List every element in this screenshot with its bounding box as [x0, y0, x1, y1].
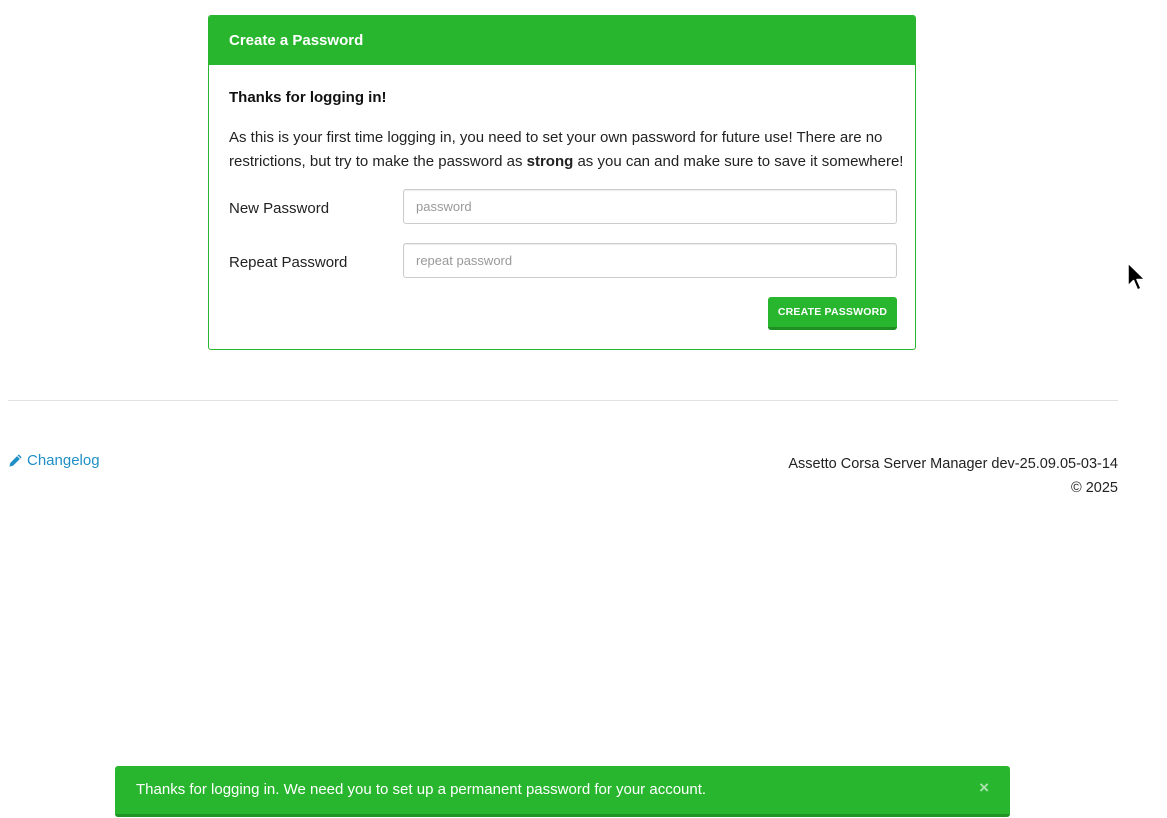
- changelog-label: Changelog: [27, 452, 100, 469]
- close-icon[interactable]: ×: [979, 778, 989, 797]
- pencil-icon: [8, 453, 23, 468]
- changelog-link[interactable]: [8, 452, 100, 469]
- repeat-password-input[interactable]: [403, 243, 897, 278]
- create-password-button[interactable]: CREATE PASSWORD: [768, 297, 897, 330]
- intro-strong-word: strong: [526, 153, 574, 170]
- panel-body: [209, 65, 915, 350]
- alert-message: Thanks for logging in. We need you to set up a permanent password for your account.: [136, 781, 707, 798]
- footer-divider: [8, 400, 1118, 401]
- new-password-input[interactable]: [403, 189, 897, 224]
- new-password-label: New Password: [229, 200, 330, 217]
- copyright: © 2025: [1071, 480, 1118, 496]
- app-version: Assetto Corsa Server Manager dev-25.09.05-03-14: [788, 456, 1118, 472]
- create-password-panel: [208, 15, 916, 350]
- panel-title: Create a Password: [209, 16, 915, 65]
- footer-app-info: [788, 452, 1118, 500]
- intro-text-end: as you can and make sure to save it somewhere!: [573, 153, 904, 170]
- mouse-cursor-icon: [1127, 262, 1149, 294]
- repeat-password-label: Repeat Password: [229, 254, 348, 271]
- success-alert: [115, 766, 1010, 817]
- intro-text: [229, 126, 909, 174]
- intro-text-start: As this is your first time logging in, you need to set your own password for future use! There are no restrictions, but try to make the password as: [229, 129, 883, 170]
- thanks-heading: Thanks for logging in!: [229, 89, 387, 106]
